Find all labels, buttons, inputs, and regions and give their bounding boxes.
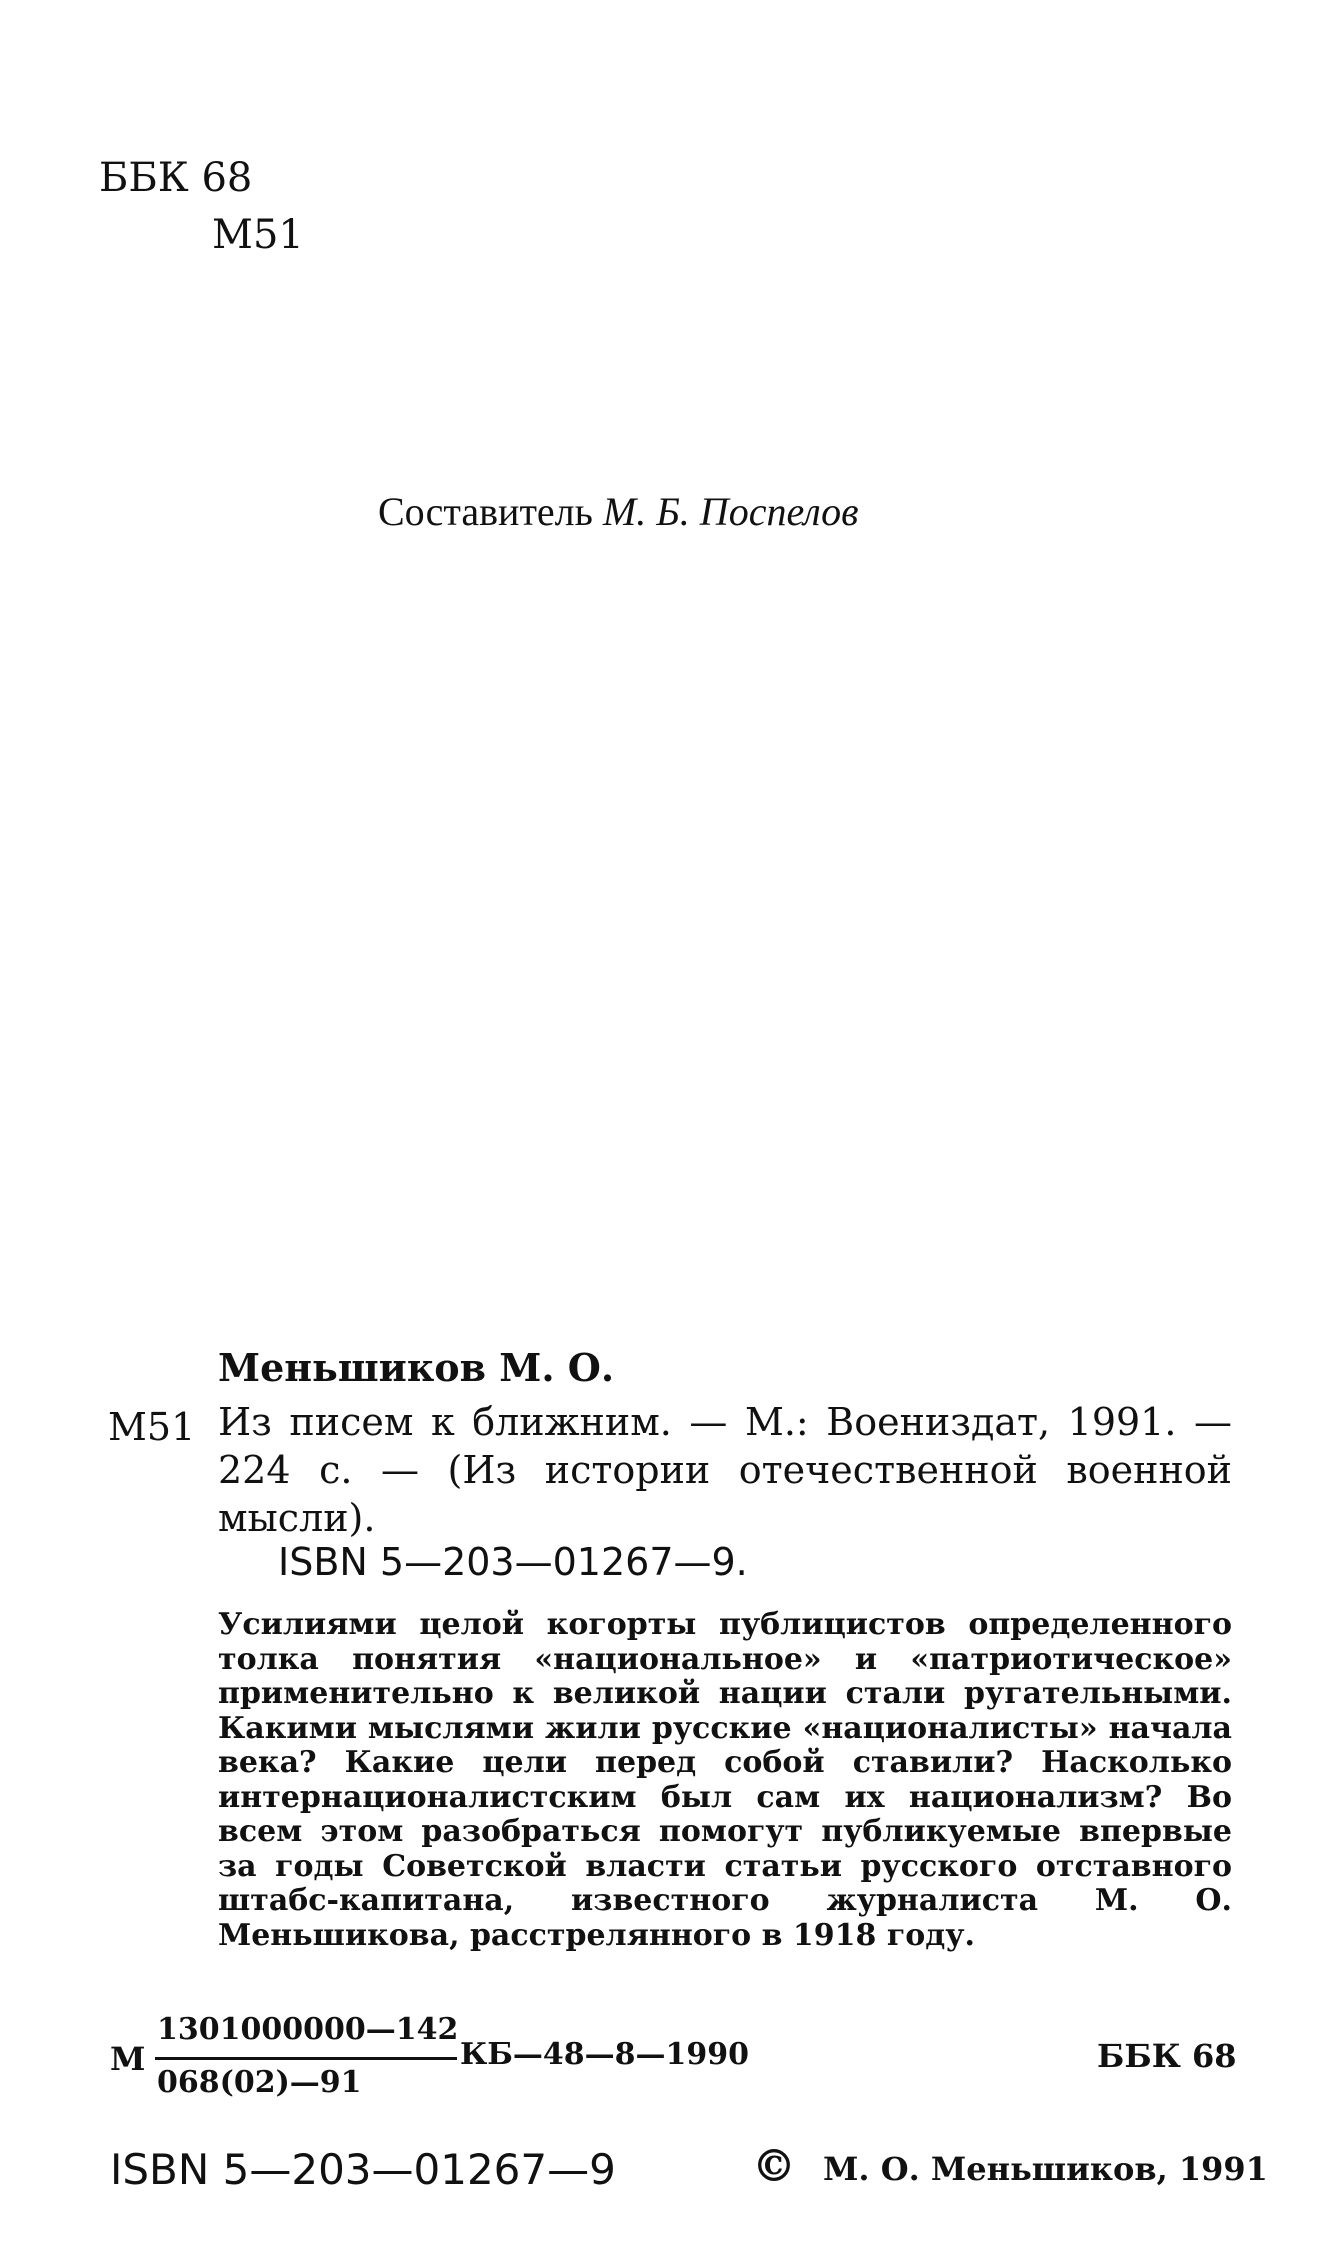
compiler-name: М. Б. Поспелов	[602, 489, 859, 534]
annotation-text: Усилиями целой когорты публицистов определенного толка понятия «национальное» и «патриотическое» применительно к великой нации стали ругательными. Какими мыслями жили русские «националисты» начала века? Какие цели перед собой ставили? Насколько интернационалистским был сам их национализм? Во всем этом разобраться помогут публикуемые впервые за годы Советской власти статьи русского отставного штабс-капитана, известного журналиста М. О. Меньшикова, расстрелянного в 1918 году.	[218, 1607, 1232, 1953]
fraction-rule	[155, 2057, 457, 2060]
card-author-mark: М51	[108, 1405, 196, 1449]
compiler-label: Составитель	[378, 489, 593, 534]
index-numerator: 1301000000—142	[157, 2012, 459, 2047]
bbk-code-top: ББК 68	[99, 155, 253, 201]
card-isbn: ISBN 5—203—01267—9.	[278, 1540, 748, 1584]
bbk-code-bottom: ББК 68	[1097, 2037, 1237, 2075]
author-mark-top: М51	[212, 212, 304, 258]
card-description: Из писем к ближним. — М.: Воениздат, 1991. — 224 с. — (Из истории отечественной военной мысли).	[218, 1400, 1232, 1540]
index-denominator: 068(02)—91	[157, 2065, 362, 2100]
card-author: Меньшиков М. О.	[218, 1345, 615, 1390]
copyright-holder: М. О. Меньшиков, 1991	[823, 2150, 1268, 2188]
compiler-line	[378, 488, 859, 535]
isbn-footer: ISBN 5—203—01267—9	[110, 2145, 616, 2194]
index-letter: М	[110, 2040, 146, 2078]
copyright-icon: ©	[752, 2141, 796, 2192]
kb-code: КБ—48—8—1990	[460, 2037, 750, 2072]
